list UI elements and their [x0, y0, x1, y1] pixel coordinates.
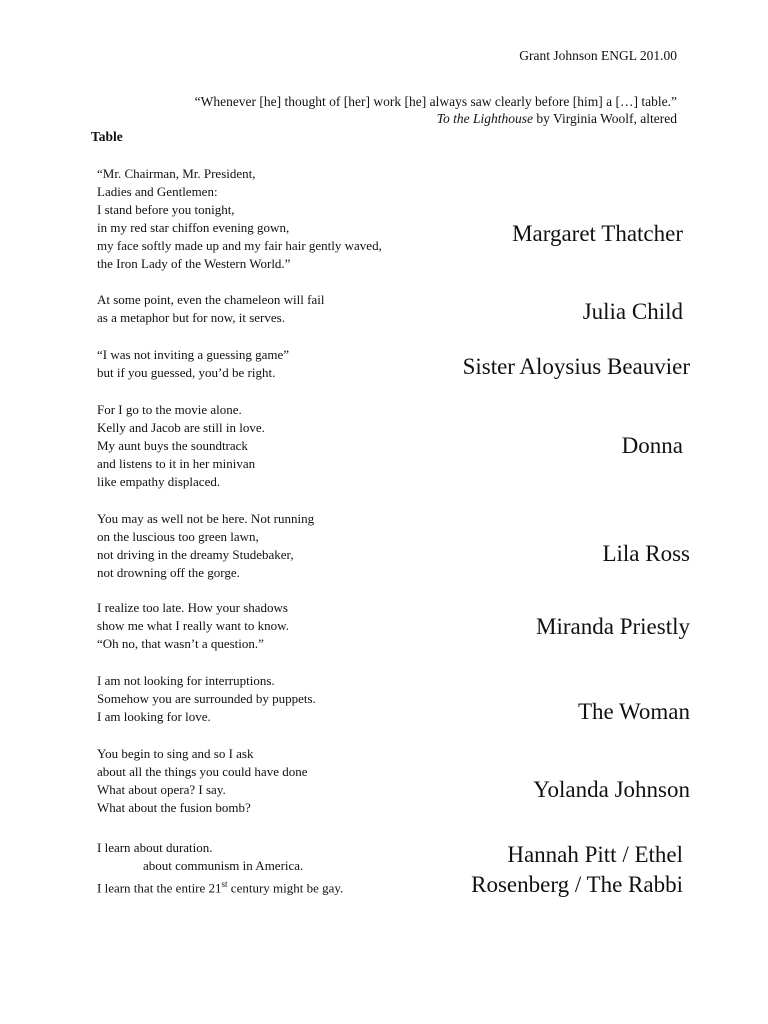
stanza-line-part: I learn that the entire 21: [97, 880, 222, 896]
character-name-4: Donna: [621, 433, 683, 458]
stanza-line: “I was not inviting a guessing game”: [97, 347, 290, 362]
character-name-9: Hannah Pitt / Ethel: [507, 842, 683, 867]
character-name-6: Miranda Priestly: [536, 614, 690, 639]
character-name-8: Yolanda Johnson: [533, 777, 690, 802]
stanza-line: about communism in America.: [143, 858, 304, 873]
stanza-line: [97, 875, 343, 897]
character-name-1: Margaret Thatcher: [512, 221, 683, 246]
stanza-1: [97, 165, 382, 273]
stanza-3: [97, 346, 289, 382]
stanza-line: I realize too late. How your shadows: [97, 600, 288, 615]
stanza-line: You begin to sing and so I ask: [97, 746, 254, 761]
character-name-5: Lila Ross: [602, 541, 690, 566]
stanza-7: [97, 672, 316, 726]
epigraph-source: [57, 110, 677, 127]
epigraph-book-title: To the Lighthouse: [436, 111, 534, 126]
stanza-2: [97, 291, 324, 327]
epigraph-author: by Virginia Woolf, altered: [533, 111, 677, 126]
section-title: Table: [91, 129, 123, 144]
stanza-line: You may as well not be here. Not running: [97, 511, 315, 526]
stanza-8: [97, 745, 307, 817]
stanza-line: For I go to the movie alone.: [97, 402, 242, 417]
character-name-3: Sister Aloysius Beauvier: [462, 354, 690, 379]
stanza-9: [97, 839, 343, 897]
header-author-course: Grant Johnson ENGL 201.00: [519, 48, 677, 63]
epigraph-quote: “Whenever [he] thought of [her] work [he] always saw clearly before [him] a […] table.”: [194, 94, 677, 109]
stanza-line: about all the things you could have done: [97, 764, 308, 779]
stanza-line: I am looking for love.: [97, 709, 211, 724]
character-name-10: Rosenberg / The Rabbi: [471, 872, 683, 897]
stanza-6: [97, 599, 289, 653]
stanza-line: the Iron Lady of the Western World.”: [97, 256, 291, 271]
stanza-5: [97, 510, 314, 582]
stanza-line: Ladies and Gentlemen:: [97, 184, 218, 199]
stanza-line: I stand before you tonight,: [97, 202, 235, 217]
stanza-line: like empathy displaced.: [97, 474, 221, 489]
stanza-4: [97, 401, 265, 491]
character-name-2: Julia Child: [582, 299, 683, 324]
stanza-line: At some point, even the chameleon will fail: [97, 292, 325, 307]
stanza-line: My aunt buys the soundtrack: [97, 438, 248, 453]
ordinal-suffix: st: [221, 879, 228, 889]
stanza-line: show me what I really want to know.: [97, 618, 289, 633]
stanza-line: my face softly made up and my fair hair gently waved,: [97, 238, 382, 253]
stanza-line: but if you guessed, you’d be right.: [97, 365, 276, 380]
stanza-line: “Mr. Chairman, Mr. President,: [97, 166, 256, 181]
character-name-7: The Woman: [577, 699, 690, 724]
stanza-line: “Oh no, that wasn’t a question.”: [97, 636, 264, 651]
stanza-line: What about the fusion bomb?: [97, 800, 251, 815]
stanza-line: and listens to it in her minivan: [97, 456, 256, 471]
stanza-line: I learn about duration.: [97, 840, 213, 855]
stanza-line-part: century might be gay.: [227, 880, 344, 896]
stanza-line: What about opera? I say.: [97, 782, 226, 797]
stanza-line: as a metaphor but for now, it serves.: [97, 310, 285, 325]
stanza-line: Somehow you are surrounded by puppets.: [97, 691, 316, 706]
stanza-line: on the luscious too green lawn,: [97, 529, 259, 544]
stanza-line: not driving in the dreamy Studebaker,: [97, 547, 294, 562]
epigraph: [57, 93, 677, 127]
stanza-line: Kelly and Jacob are still in love.: [97, 420, 265, 435]
stanza-line: not drowning off the gorge.: [97, 565, 240, 580]
stanza-line: in my red star chiffon evening gown,: [97, 220, 290, 235]
stanza-line: I am not looking for interruptions.: [97, 673, 275, 688]
